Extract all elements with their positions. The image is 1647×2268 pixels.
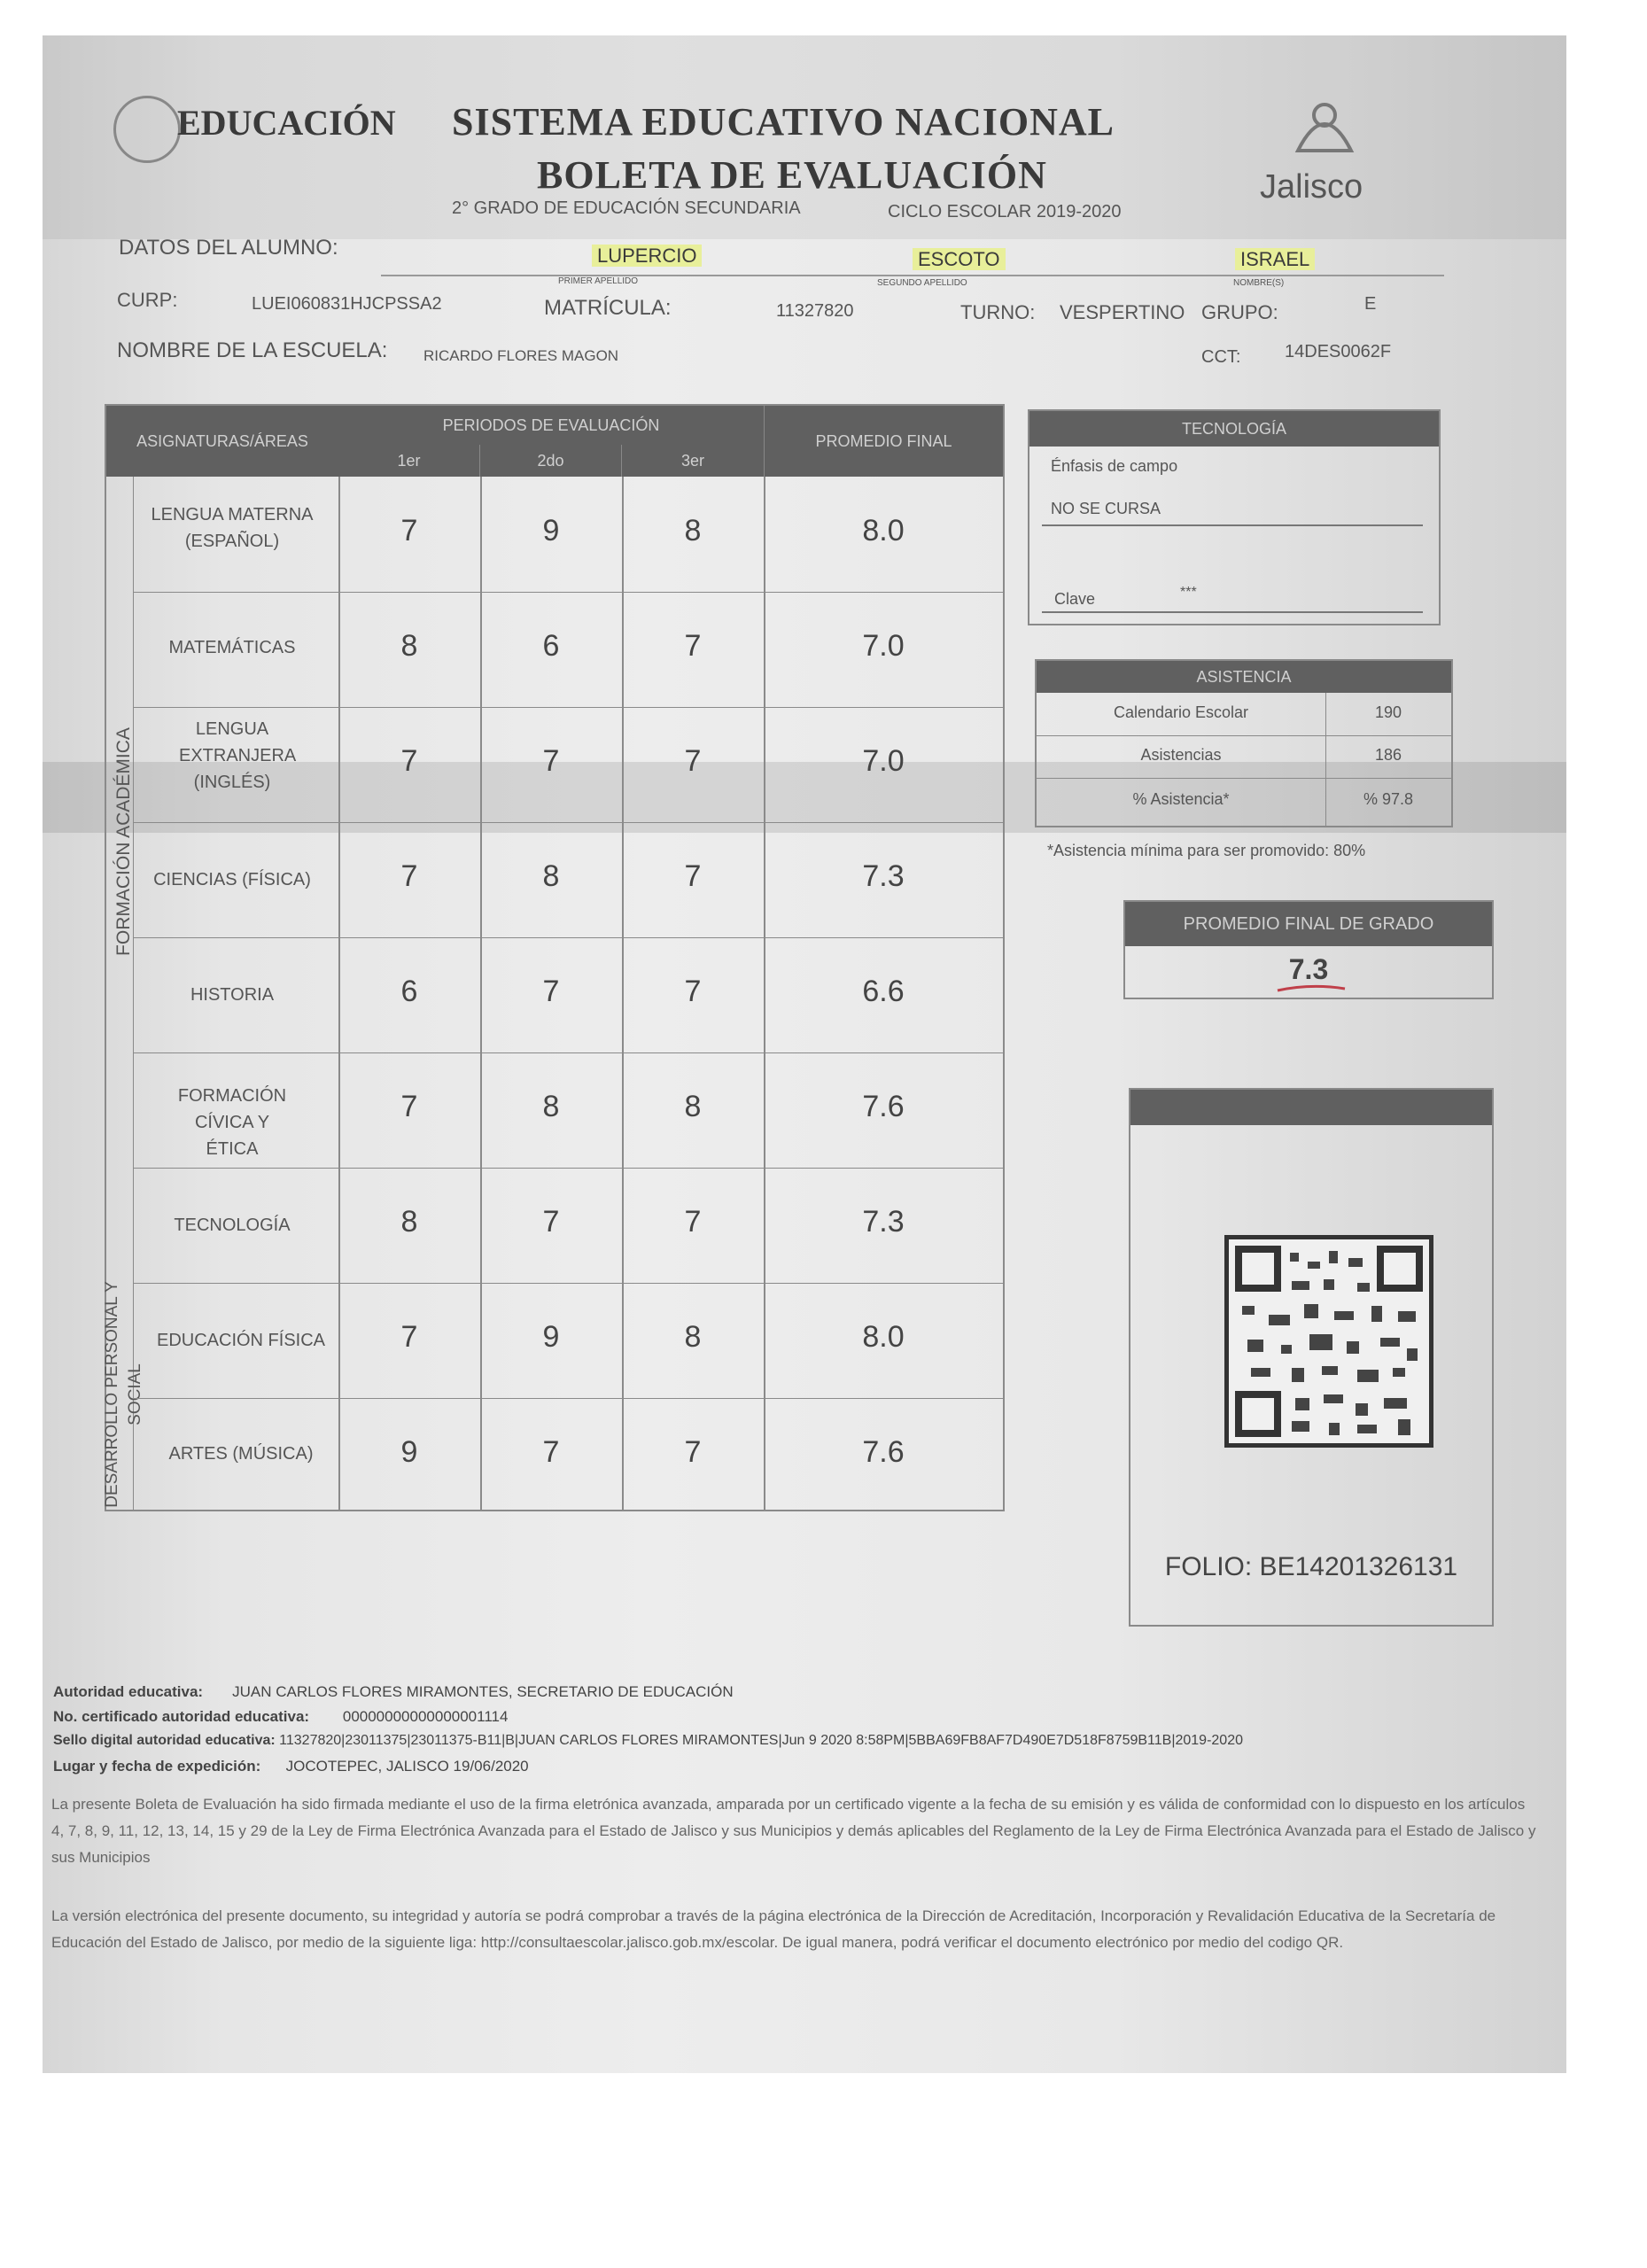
student-section-label: DATOS DEL ALUMNO: bbox=[119, 236, 338, 260]
autoridad-label: Autoridad educativa: bbox=[53, 1683, 204, 1700]
cct-label: CCT: bbox=[1201, 347, 1241, 367]
asistencia-box bbox=[1035, 659, 1453, 827]
subjects-header: ASIGNATURAS/ÁREAS bbox=[106, 406, 338, 477]
curp-value: LUEI060831HJCPSSA2 bbox=[252, 294, 442, 314]
subject-name: LENGUA EXTRANJERA (INGLÉS) bbox=[179, 719, 297, 792]
legal-paragraph-2: La versión electrónica del presente documento, su integridad y autoría se podrá comprobar a través de la página electrónica de la Dirección de Acreditación, Incorporación y Revalidación Educativa de la Secretaría de Educación del Estado de Jalisco, por medio de la siguiente liga: http://consultaescolar.jalisco.gob.mx/escolar. De igual manera, podrá verificar el documento electrónico por medio del codigo QR. bbox=[51, 1907, 1496, 1951]
asistencias-value: 186 bbox=[1374, 746, 1402, 764]
school-label: NOMBRE DE LA ESCUELA: bbox=[117, 338, 388, 362]
grade-p1: 6 bbox=[400, 975, 418, 1008]
grade-p2: 8 bbox=[542, 1090, 560, 1123]
tecnologia-box bbox=[1028, 409, 1441, 625]
clave-label: Clave bbox=[1054, 590, 1096, 608]
grade-p3: 8 bbox=[684, 514, 702, 548]
final-grade: 7.6 bbox=[862, 1090, 905, 1123]
matricula-label: MATRÍCULA: bbox=[544, 296, 672, 320]
certificado-value: 00000000000000001114 bbox=[342, 1708, 509, 1725]
sello-label: Sello digital autoridad educativa: bbox=[53, 1733, 276, 1748]
grade-p1: 7 bbox=[400, 514, 418, 548]
period-2-header: 2do bbox=[480, 445, 622, 477]
final-grade: 7.3 bbox=[862, 1205, 905, 1239]
grade-p1: 7 bbox=[400, 744, 418, 778]
curp-label: CURP: bbox=[117, 289, 178, 311]
lugar-value: JOCOTEPEC, JALISCO 19/06/2020 bbox=[285, 1758, 529, 1775]
enfasis-label: Énfasis de campo bbox=[1051, 457, 1178, 475]
second-surname-caption: SEGUNDO APELLIDO bbox=[877, 278, 967, 288]
grade-p1: 8 bbox=[400, 629, 418, 663]
table-row bbox=[133, 1052, 1003, 1169]
final-grade: 7.0 bbox=[862, 629, 905, 663]
table-row bbox=[133, 937, 1003, 1053]
grade-p2: 9 bbox=[542, 1320, 560, 1354]
final-grade: 8.0 bbox=[862, 514, 905, 548]
grades-table bbox=[105, 404, 1005, 1511]
name-line bbox=[381, 275, 1444, 276]
grade-p2: 6 bbox=[542, 629, 560, 663]
subject-name: CIENCIAS (FÍSICA) bbox=[153, 870, 311, 889]
final-grade: 8.0 bbox=[862, 1320, 905, 1354]
autoridad-line bbox=[53, 1683, 734, 1701]
final-header: PROMEDIO FINAL bbox=[764, 406, 1003, 477]
calendario-value: 190 bbox=[1374, 703, 1402, 721]
final-grade: 6.6 bbox=[862, 975, 905, 1008]
grade-p3: 7 bbox=[684, 975, 702, 1008]
period-1-header: 1er bbox=[338, 445, 480, 477]
logo-text: EDUCACIÓN bbox=[177, 103, 396, 143]
final-grade: 7.0 bbox=[862, 744, 905, 778]
grade-p2: 7 bbox=[542, 975, 560, 1008]
subject-name: MATEMÁTICAS bbox=[168, 638, 296, 657]
student-name: ISRAEL bbox=[1235, 248, 1315, 271]
grade-p3: 7 bbox=[684, 1205, 702, 1239]
promedio-grado-title: PROMEDIO FINAL DE GRADO bbox=[1125, 902, 1492, 946]
red-underline-mark bbox=[1276, 983, 1347, 994]
grade-p1: 7 bbox=[400, 1090, 418, 1123]
grupo-value: E bbox=[1364, 294, 1377, 314]
group-personal-label: DESARROLLO PERSONAL Y SOCIAL bbox=[103, 1281, 144, 1508]
period-3-header: 3er bbox=[622, 445, 764, 477]
qr-box bbox=[1129, 1088, 1494, 1627]
sello-value: 11327820|23011375|23011375-B11|B|JUAN CARLOS FLORES MIRAMONTES|Jun 9 2020 8:58PM|5BBA69FB8AF7D490E7D518F8759B11B|2019-2020 bbox=[279, 1733, 1243, 1748]
grade-p2: 7 bbox=[542, 744, 560, 778]
asistencia-note: *Asistencia mínima para ser promovido: 80% bbox=[1047, 842, 1366, 859]
grade-p3: 7 bbox=[684, 1435, 702, 1469]
periods-header: PERIODOS DE EVALUACIÓN bbox=[338, 406, 764, 445]
document-subtitle: BOLETA DE EVALUACIÓN bbox=[537, 153, 1047, 197]
enfasis-underline bbox=[1042, 524, 1423, 526]
promedio-grado-box bbox=[1123, 900, 1494, 999]
subject-name: LENGUA MATERNA (ESPAÑOL) bbox=[151, 505, 314, 551]
enfasis-value: NO SE CURSA bbox=[1051, 500, 1161, 517]
lugar-line bbox=[53, 1758, 529, 1775]
porcentaje-value: % 97.8 bbox=[1363, 790, 1414, 808]
porcentaje-label: % Asistencia* bbox=[1132, 790, 1230, 808]
grupo-label: GRUPO: bbox=[1201, 301, 1278, 323]
qr-box-header bbox=[1130, 1090, 1492, 1125]
first-surname: LUPERCIO bbox=[592, 245, 702, 268]
grade-p3: 8 bbox=[684, 1090, 702, 1123]
certificado-label: No. certificado autoridad educativa: bbox=[53, 1708, 310, 1725]
subject-name: FORMACIÓN CÍVICA Y ÉTICA bbox=[177, 1086, 287, 1159]
grade-label: 2° GRADO DE EDUCACIÓN SECUNDARIA bbox=[452, 198, 801, 218]
subject-name: EDUCACIÓN FÍSICA bbox=[156, 1331, 326, 1350]
grade-p1: 8 bbox=[400, 1205, 418, 1239]
lugar-label: Lugar y fecha de expedición: bbox=[53, 1758, 261, 1775]
grade-p3: 7 bbox=[684, 859, 702, 893]
table-row bbox=[133, 1283, 1003, 1399]
table-row bbox=[133, 707, 1003, 823]
table-row bbox=[133, 822, 1003, 938]
legal-paragraph-1: La presente Boleta de Evaluación ha sido firmada mediante el uso de la firma eletrónica avanzada, amparada por un certificado vigente a la fecha de su emisión y es válida de conformidad con lo dispuesto en los artículos 4, 7, 8, 9, 11, 12, 13, 14, 15 y 29 de la Ley de Firma Electrónica Avanzada para el Estado de Jalisco y sus Municipios y demás aplicables del Reglamento de la Ley de Firma Electrónica Avanzada para el Estado de Jalisco y sus Municipios bbox=[51, 1796, 1536, 1866]
grade-p1: 9 bbox=[400, 1435, 418, 1469]
asistencias-label: Asistencias bbox=[1140, 746, 1222, 764]
grade-p2: 8 bbox=[542, 859, 560, 893]
certificado-line bbox=[53, 1708, 508, 1726]
school-value: RICARDO FLORES MAGON bbox=[423, 347, 619, 364]
cct-value: 14DES0062F bbox=[1285, 342, 1392, 361]
grade-p2: 7 bbox=[542, 1205, 560, 1239]
first-surname-caption: PRIMER APELLIDO bbox=[558, 276, 639, 286]
asistencia-title: ASISTENCIA bbox=[1037, 661, 1451, 693]
grade-p2: 9 bbox=[542, 514, 560, 548]
clave-value: *** bbox=[1180, 585, 1197, 600]
promedio-grado-value: 7.3 bbox=[1288, 953, 1329, 985]
autoridad-value: JUAN CARLOS FLORES MIRAMONTES, SECRETARIO DE EDUCACIÓN bbox=[232, 1683, 734, 1700]
student-name-caption: NOMBRE(S) bbox=[1233, 278, 1285, 288]
subject-name: HISTORIA bbox=[190, 985, 275, 1005]
grid-line bbox=[1037, 778, 1451, 779]
calendario-label: Calendario Escolar bbox=[1113, 703, 1249, 721]
cycle-label: CICLO ESCOLAR 2019-2020 bbox=[888, 202, 1122, 221]
grid-line bbox=[1037, 735, 1451, 736]
document-title: SISTEMA EDUCATIVO NACIONAL bbox=[452, 100, 1115, 144]
national-seal-icon bbox=[113, 96, 181, 163]
sello-line bbox=[53, 1733, 1243, 1749]
qr-code-icon bbox=[1224, 1235, 1433, 1448]
table-row bbox=[133, 1168, 1003, 1284]
turno-value: VESPERTINO bbox=[1060, 301, 1185, 323]
jalisco-crest-icon bbox=[1285, 89, 1364, 168]
subject-name: TECNOLOGÍA bbox=[174, 1216, 291, 1235]
grade-p3: 7 bbox=[684, 744, 702, 778]
group-academic-label: FORMACIÓN ACADÉMICA bbox=[113, 727, 134, 956]
tecnologia-title: TECNOLOGÍA bbox=[1029, 411, 1439, 447]
table-row bbox=[133, 477, 1003, 593]
grade-p3: 7 bbox=[684, 629, 702, 663]
grade-p3: 8 bbox=[684, 1320, 702, 1354]
grade-p1: 7 bbox=[400, 859, 418, 893]
matricula-value: 11327820 bbox=[776, 301, 854, 321]
folio: FOLIO: BE14201326131 bbox=[1164, 1552, 1458, 1581]
subject-name: ARTES (MÚSICA) bbox=[168, 1444, 314, 1464]
clave-underline bbox=[1042, 611, 1423, 613]
grade-p2: 7 bbox=[542, 1435, 560, 1469]
turno-label: TURNO: bbox=[960, 301, 1036, 323]
final-grade: 7.3 bbox=[862, 859, 905, 893]
table-row bbox=[133, 592, 1003, 708]
second-surname: ESCOTO bbox=[913, 248, 1006, 271]
final-grade: 7.6 bbox=[862, 1435, 905, 1469]
table-row bbox=[133, 1398, 1003, 1510]
jalisco-logo: Jalisco bbox=[1260, 168, 1363, 206]
grade-p1: 7 bbox=[400, 1320, 418, 1354]
